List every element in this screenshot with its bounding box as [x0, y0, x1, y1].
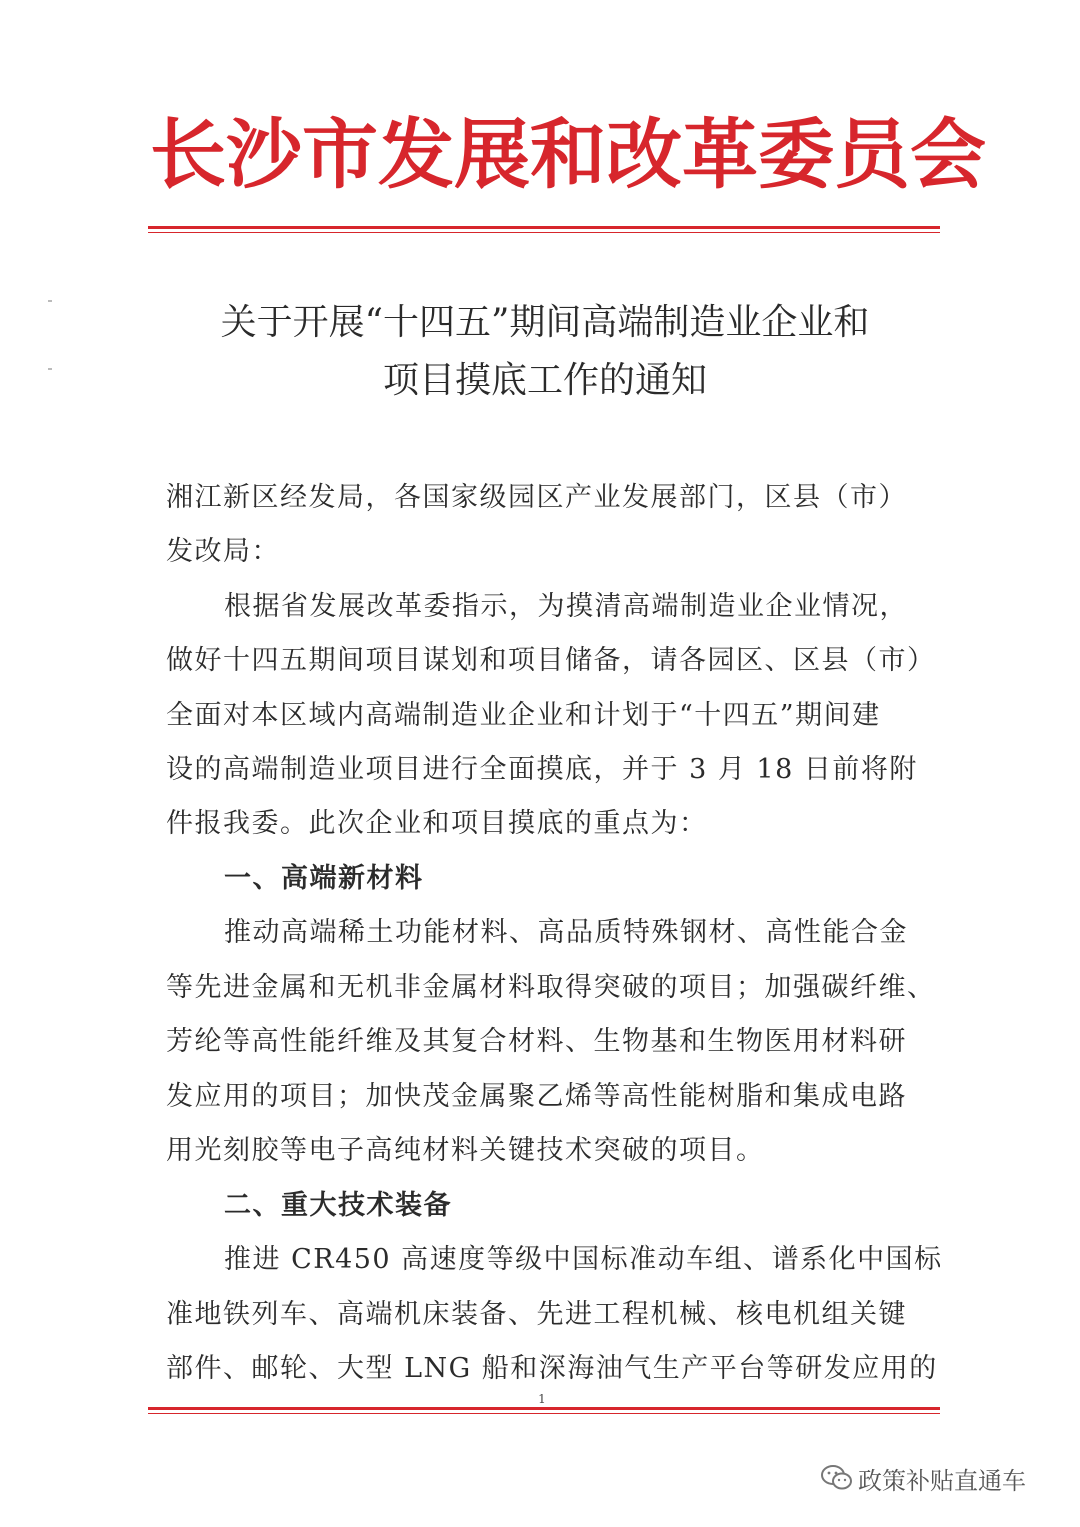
document-title-line-1: 关于开展“十四五”期间高端制造业企业和 — [220, 302, 870, 343]
body-line: 推进 CR450 高速度等级中国标准动车组、谱系化中国标 — [224, 1244, 943, 1275]
body-line: 件报我委。此次企业和项目摸底的重点为： — [166, 808, 708, 839]
wechat-icon — [820, 1463, 854, 1493]
body-line: 推动高端稀土功能材料、高品质特殊钢材、高性能合金 — [224, 917, 908, 948]
section-heading-materials: 一、高端新材料 — [224, 863, 424, 894]
body-line: 部件、邮轮、大型 LNG 船和深海油气生产平台等研发应用的 — [166, 1353, 938, 1384]
body-line: 发改局： — [166, 536, 280, 567]
footer-rule-thin — [148, 1413, 940, 1414]
header-rule-thin — [148, 232, 940, 233]
footer-rule-thick — [148, 1407, 940, 1410]
body-line: 湘江新区经发局，各国家级园区产业发展部门，区县（市） — [166, 482, 907, 513]
organization-header: 长沙市发展和改革委员会 — [150, 110, 986, 199]
body-line: 准地铁列车、高端机床装备、先进工程机械、核电机组关键 — [166, 1299, 907, 1330]
watermark-text: 政策补贴直通车 — [858, 1466, 1026, 1495]
body-line: 发应用的项目；加快茂金属聚乙烯等高性能树脂和集成电路 — [166, 1081, 907, 1112]
body-line: 芳纶等高性能纤维及其复合材料、生物基和生物医用材料研 — [166, 1026, 907, 1057]
document-title-line-2: 项目摸底工作的通知 — [382, 360, 707, 401]
body-line: 用光刻胶等电子高纯材料关键技术突破的项目。 — [166, 1135, 765, 1166]
body-line: 等先进金属和无机非金属材料取得突破的项目；加强碳纤维、 — [166, 972, 936, 1003]
section-heading-equipment: 二、重大技术装备 — [224, 1190, 452, 1221]
body-line: 根据省发展改革委指示，为摸清高端制造业企业情况， — [224, 591, 908, 622]
body-line: 全面对本区域内高端制造业企业和计划于“十四五”期间建 — [166, 700, 881, 731]
body-line: 设的高端制造业项目进行全面摸底，并于 3 月 18 日前将附 — [166, 754, 918, 785]
scan-mark — [48, 300, 52, 302]
header-rule-thick — [148, 226, 940, 229]
page-number: 1 — [538, 1392, 546, 1406]
watermark — [820, 1458, 1060, 1498]
body-line: 做好十四五期间项目谋划和项目储备，请各园区、区县（市） — [166, 645, 936, 676]
scan-mark — [48, 368, 52, 370]
